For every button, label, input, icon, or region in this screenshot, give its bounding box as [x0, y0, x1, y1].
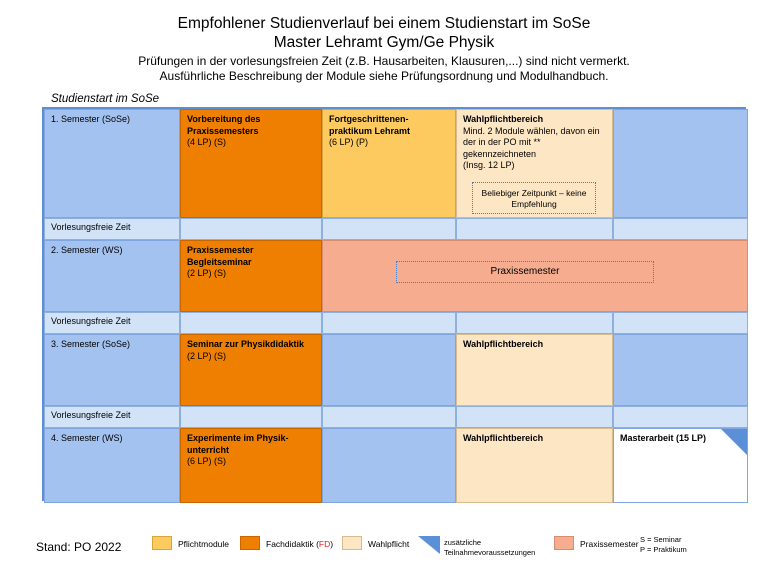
module-detail: (6 LP) (S)	[187, 456, 227, 466]
legend-swatch-fachdidaktik	[240, 536, 260, 550]
vf-cell	[613, 218, 748, 240]
legend-abbreviations	[640, 535, 687, 554]
vf-cell	[456, 218, 613, 240]
corner-triangle-icon	[418, 536, 440, 554]
abbr-seminar: S = Seminar	[640, 535, 682, 544]
legend-wahlpflicht-label: Wahlpflicht	[368, 539, 410, 549]
stand-label: Stand: PO 2022	[36, 540, 122, 554]
module-title: Seminar zur Physikdidaktik	[187, 339, 305, 349]
vorlesungsfreie-zeit-1-label: Vorlesungsfreie Zeit	[44, 218, 180, 240]
module-detail: (2 LP) (S)	[187, 268, 227, 278]
empty-cell	[322, 334, 456, 406]
empty-cell	[322, 428, 456, 503]
module-detail: (Insg. 12 LP)	[463, 160, 515, 170]
fd-label-text: Fachdidaktik (	[266, 539, 319, 549]
legend-corner-icon	[418, 536, 438, 550]
empty-cell	[613, 334, 748, 406]
table-label: Studienstart im SoSe	[51, 93, 160, 105]
module-wahlpflichtbereich-4	[456, 428, 613, 503]
module-detail: (6 LP) (P)	[329, 137, 369, 147]
module-detail: (2 LP) (S)	[187, 350, 227, 361]
legend-swatch-wahlpflicht	[342, 536, 362, 550]
timing-note-box: Beliebiger Zeitpunkt – keine Empfehlung	[472, 182, 596, 214]
module-note: Ausführliche Beschreibung der Module siehe Prüfungsordnung und Modulhandbuch.	[159, 69, 609, 83]
fd-abbr: FD	[318, 539, 331, 549]
zusatz-line2: Teilnahmevoraussetzungen	[444, 547, 536, 557]
vorlesungsfreie-zeit-3-label: Vorlesungsfreie Zeit	[44, 406, 180, 428]
vf-cell	[322, 312, 456, 334]
module-title: Wahlpflichtbereich	[463, 114, 544, 124]
vf-cell	[180, 406, 322, 428]
praxissemester-label: Praxissemester	[396, 261, 654, 283]
module-vorbereitung-praxissemester	[180, 109, 322, 218]
fd-close: )	[330, 539, 334, 549]
page-subtitle: Master Lehramt Gym/Ge Physik	[273, 34, 495, 51]
vf-cell	[456, 312, 613, 334]
module-text: Mind. 2 Module wählen, davon ein der in der PO mit ** gekennzeichneten	[463, 125, 600, 159]
vf-cell	[456, 406, 613, 428]
module-detail: (4 LP) (S)	[187, 137, 227, 147]
module-praxissemester-begleitseminar	[180, 240, 322, 312]
vf-cell	[613, 312, 748, 334]
semester-1-label: 1. Semester (SoSe)	[44, 109, 180, 218]
vf-cell	[322, 218, 456, 240]
module-title: Vorbereitung des Praxissemesters	[187, 114, 261, 136]
abbr-praktikum: P = Praktikum	[640, 544, 687, 554]
module-masterarbeit	[613, 428, 748, 503]
zusatz-line1: zusätzliche	[444, 538, 482, 547]
study-plan-grid	[42, 107, 746, 501]
module-title: Experimente im Physik-unterricht	[187, 433, 289, 455]
module-title: Praxissemester Begleitseminar	[187, 245, 254, 267]
legend-swatch-pflicht	[152, 536, 172, 550]
module-title: Wahlpflichtbereich	[463, 433, 544, 443]
page-title: Empfohlener Studienverlauf bei einem Studienstart im SoSe	[177, 15, 591, 32]
vf-cell	[613, 406, 748, 428]
module-wahlpflichtbereich-3	[456, 334, 613, 406]
semester-3-label: 3. Semester (SoSe)	[44, 334, 180, 406]
legend-swatch-praxissemester	[554, 536, 574, 550]
module-title: Wahlpflichtbereich	[463, 339, 544, 349]
prerequisite-corner-icon	[721, 429, 747, 455]
legend-fachdidaktik-label	[266, 540, 333, 550]
vorlesungsfreie-zeit-2-label: Vorlesungsfreie Zeit	[44, 312, 180, 334]
module-title: Fortgeschrittenen-praktikum Lehramt	[329, 114, 411, 136]
legend-zusatz-label	[444, 538, 535, 557]
legend-pflicht-label: Pflichtmodule	[178, 539, 230, 549]
vf-cell	[322, 406, 456, 428]
empty-cell	[613, 109, 748, 218]
legend-praxissemester-label: Praxissemester	[580, 539, 639, 549]
module-seminar-physikdidaktik	[180, 334, 322, 406]
module-fortgeschrittenenpraktikum	[322, 109, 456, 218]
vf-cell	[180, 218, 322, 240]
vf-cell	[180, 312, 322, 334]
module-experimente-physikunterricht	[180, 428, 322, 503]
semester-2-label: 2. Semester (WS)	[44, 240, 180, 312]
module-title: Masterarbeit (15 LP)	[620, 433, 707, 443]
exam-note: Prüfungen in der vorlesungsfreien Zeit (z.B. Hausarbeiten, Klausuren,...) sind nicht vermerkt.	[138, 54, 630, 68]
semester-4-label: 4. Semester (WS)	[44, 428, 180, 503]
